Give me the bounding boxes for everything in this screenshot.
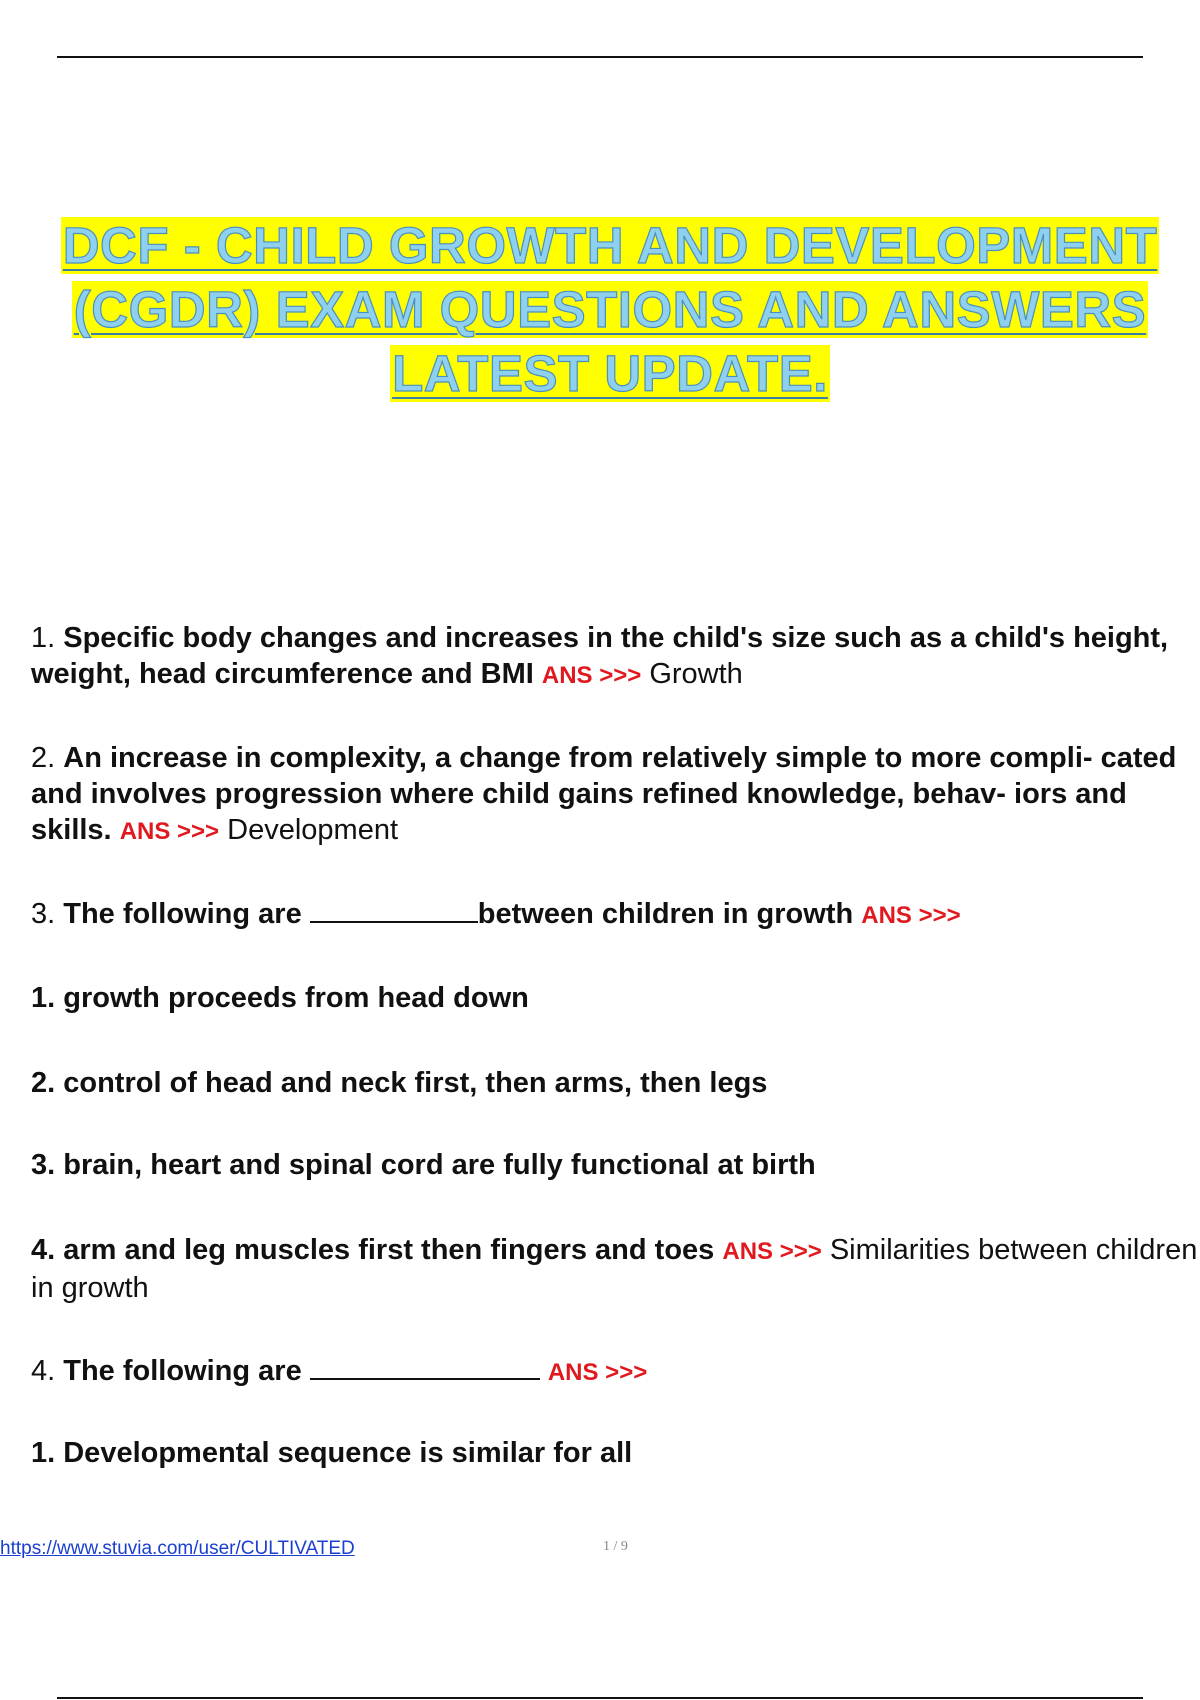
question-number: 2.	[31, 742, 56, 774]
question-text-after-blank: between children in growth	[477, 898, 854, 930]
list-item-with-answer	[31, 1232, 1200, 1306]
question-text: An increase in complexity, a change from relatively simple to more compli- cated and involves progression where child gains refined knowledge, behav- iors and skills.	[31, 742, 1177, 846]
question-3	[31, 895, 961, 934]
title-line-2: (CGDR) EXAM QUESTIONS AND ANSWERS	[73, 281, 1147, 338]
page-indicator: 1 / 9	[603, 1539, 628, 1554]
ans-marker: ANS >>>	[722, 1238, 822, 1265]
question-text-before-blank: The following are	[63, 1355, 302, 1387]
fill-in-blank	[310, 1352, 540, 1380]
question-number: 3.	[31, 898, 56, 930]
ans-marker: ANS >>>	[119, 818, 220, 845]
question-1	[31, 620, 1200, 694]
question-text-before-blank: The following are	[63, 898, 302, 930]
list-item: 1. Developmental sequence is similar for all	[31, 1437, 633, 1469]
bottom-divider	[57, 1697, 1143, 1699]
title-line-3: LATEST UPDATE.	[392, 345, 828, 402]
answer-text: Similarities between children in growth	[31, 1234, 1198, 1304]
document-title	[30, 214, 1190, 406]
list-item: 2. control of head and neck first, then arms, then legs	[31, 1067, 768, 1099]
question-number: 1.	[31, 622, 56, 654]
question-2	[31, 740, 1200, 850]
list-item: 3. brain, heart and spinal cord are fully functional at birth	[31, 1149, 816, 1181]
title-line-1: DCF - CHILD GROWTH AND DEVELOPMENT	[62, 217, 1158, 274]
list-item-text: 4. arm and leg muscles first then fingers and toes	[31, 1234, 715, 1266]
fill-in-blank	[310, 895, 478, 923]
footer-user-link[interactable]: https://www.stuvia.com/user/CULTIVATED	[0, 1538, 355, 1559]
ans-marker: ANS >>>	[547, 1359, 648, 1386]
question-4	[31, 1352, 647, 1391]
question-text: Specific body changes and increases in the child's size such as a child's height, weight, head circumference and BMI	[31, 622, 1169, 690]
list-item: 1. growth proceeds from head down	[31, 982, 529, 1014]
answer-text: Development	[227, 814, 399, 846]
top-divider	[57, 56, 1143, 58]
ans-marker: ANS >>>	[861, 902, 961, 929]
ans-marker: ANS >>>	[541, 662, 642, 689]
question-number: 4.	[31, 1355, 56, 1387]
answer-text: Growth	[649, 658, 743, 690]
